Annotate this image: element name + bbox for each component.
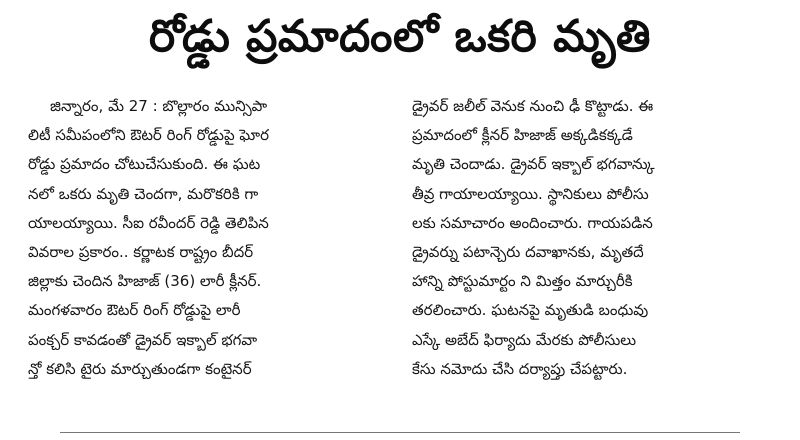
article-line: లిటీ సమీపంలోని ఔటర్ రింగ్ రోడ్డుపై ఘోర (28, 126, 269, 145)
article-line: మంగళవారం ఔటర్ రింగ్ రోడ్డుపై లారీ (28, 301, 241, 320)
article-line: తీవ్ర గాయాలయ్యాయి. స్థానికులు పోలీసు (412, 184, 649, 203)
article-line: నలో ఒకరు మృతి చెందగా, మరొకరికి గా (28, 184, 259, 203)
bottom-divider (60, 432, 740, 433)
article-line: మృతి చెందాడు. డ్రైవర్ ఇక్బాల్ భగవాన్కు (412, 155, 655, 174)
article-line: ప్రమాదంలో క్లీనర్ హిజాజ్ అక్కడికక్కడే (412, 126, 633, 145)
article-line: తరలించారు. ఘటనపై మృతుడి బంధువు (412, 301, 649, 320)
article-line: డ్రైవర్ జలీల్ వెనుక నుంచి ఢీ కొట్టాడు. ఈ (412, 97, 654, 115)
article-column-right (412, 92, 782, 384)
article-line: డ్రైవర్ను పటాన్చెరు దవాఖానకు, మృతదే (412, 242, 644, 261)
article-line: వివరాల ప్రకారం.. కర్ణాటక రాష్ట్రం బీదర్ (28, 242, 254, 261)
article-line: రోడ్డు ప్రమాదం చోటుచేసుకుంది. ఈ ఘట (28, 155, 261, 174)
article-line: కేసు నమోదు చేసి దర్యాప్తు చేపట్టారు. (412, 359, 628, 378)
article-line: ఎస్కే అబేద్ ఫిర్యాదు మేరకు పోలీసులు (412, 330, 637, 349)
article-line: జిన్నారం, మే 27 : బొల్లారం మున్సిపా (50, 97, 268, 115)
article-line: పంక్చర్ కావడంతో డ్రైవర్ ఇక్బాల్ భగవా (28, 330, 258, 349)
article-line: న్తో కలిసి టైరు మార్చుతుండగా కంటైనర్ (28, 359, 252, 378)
article-line: లకు సమాచారం అందించారు. గాయపడిన (412, 213, 653, 232)
headline: రోడ్డు ప్రమాదంలో ఒకరి మృతి (149, 11, 651, 62)
article-line: హాన్ని పోస్టుమార్టం ని మిత్తం మార్చురీకి (412, 272, 633, 291)
article-line: జిల్లాకు చెందిన హిజాజ్ (36) లారీ క్లీనర్. (28, 272, 262, 291)
article-column-left (28, 92, 398, 384)
article-body (28, 92, 776, 412)
article-line: యాలయ్యాయి. సీఐ రవీందర్ రెడ్డి తెలిపిన (28, 213, 269, 232)
